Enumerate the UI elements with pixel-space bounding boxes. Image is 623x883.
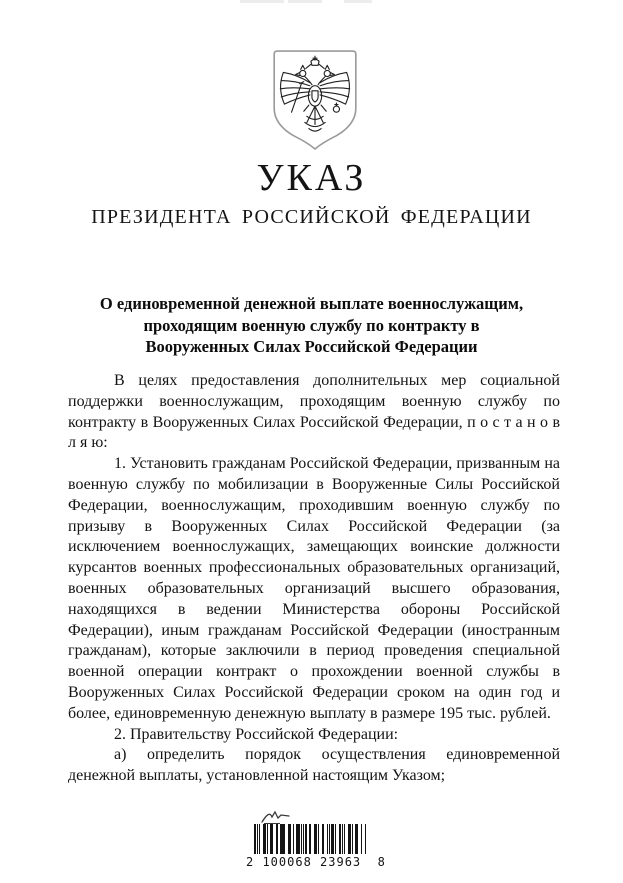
barcode-digits: 2 100068 23963 8 xyxy=(246,855,386,869)
decree-type-title: УКАЗ xyxy=(256,157,367,199)
russia-coat-of-arms-icon xyxy=(271,49,359,151)
decree-body-text xyxy=(68,371,560,787)
cropped-text-artifact xyxy=(240,0,284,3)
cropped-text-artifact xyxy=(344,0,372,3)
body-paragraph-item-2a: а) определить порядок осуществления единовременной денежной выплаты, установленной настоящим Указом; xyxy=(68,746,560,785)
decree-issuer-line: ПРЕЗИДЕНТА РОССИЙСКОЙ ФЕДЕРАЦИИ xyxy=(91,206,532,228)
ean13-barcode-icon xyxy=(246,824,386,870)
body-paragraph-item-1: 1. Установить гражданам Российской Федерации, призванным на военную службу по мобилизации в Вооруженные Силы Российской Федерации, военнослужащим, проходившим военную службу по призыву в Вооруженных Силах Российской Федерации (за исключением военнослужащих, замещающих воинские должности курсантов военных профессиональных образовательных организаций, военных образовательных организаций высшего образования, находящихся в ведении Министерства обороны Российской Федерации), иным гражданам Российской Федерации (иностранным гражданам), которые заключили в период проведения специальной военной операции контракт о прохождении военной службы в Вооруженных Силах Российской Федерации сроком на один год и более, единовременную денежную выплату в размере 195 тыс. рублей. xyxy=(68,455,560,722)
subject-line: Вооруженных Силах Российской Федерации xyxy=(145,337,478,356)
body-paragraph-preamble: В целях предоставления дополнительных мер социальной поддержки военнослужащим, проходящим военную службу по контракту в Вооруженных Силах Российской Федерации, п о с т а н о в л я ю: xyxy=(68,372,560,452)
barcode-bars xyxy=(254,824,366,854)
decree-subject-heading xyxy=(60,293,563,358)
subject-line: проходящим военную службу по контракту в xyxy=(143,315,480,335)
cropped-text-artifact xyxy=(288,0,322,3)
subject-line: О единовременной денежной выплате военнослужащим, xyxy=(99,294,524,313)
body-paragraph-item-2: 2. Правительству Российской Федерации: xyxy=(114,725,399,743)
